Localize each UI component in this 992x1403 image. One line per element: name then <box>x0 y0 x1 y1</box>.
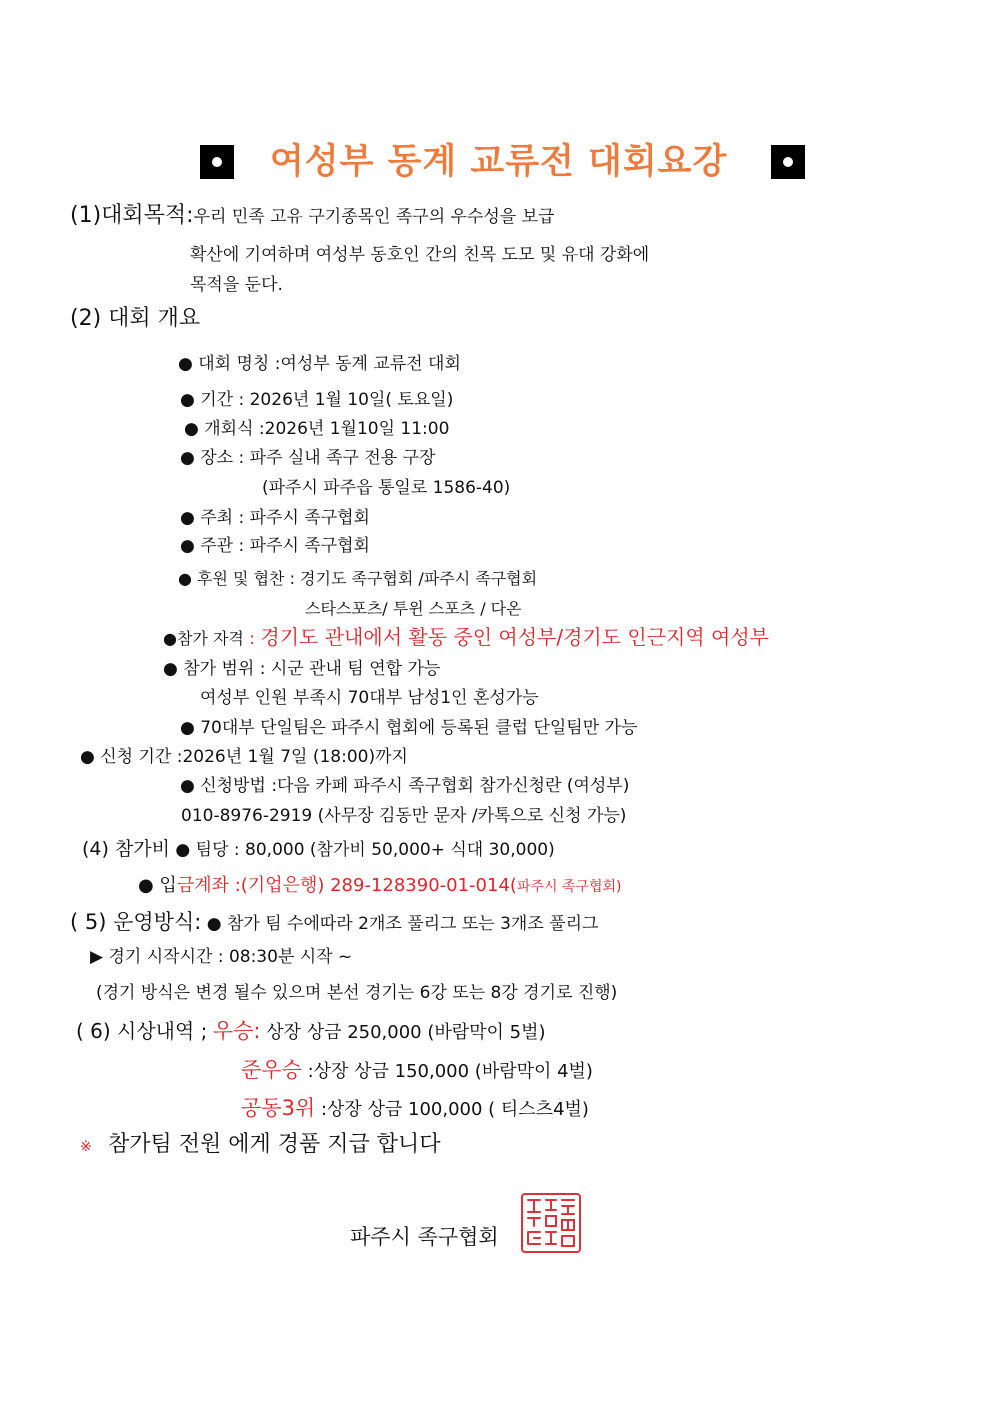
awards-line-1 <box>76 1019 546 1045</box>
overview-apply-phone: 010-8976-2919 (사무장 김동만 문자 /카톡으로 신청 가능) <box>181 806 627 826</box>
purpose-text-1: 우리 민족 고유 구기종목인 족구의 우수성을 보급 <box>193 207 555 227</box>
qualification-label: ●참가 자격 <box>163 629 244 648</box>
fee-line <box>82 837 555 862</box>
award-second-value: :상장 상금 150,000 (바람막이 4벌) <box>301 1061 593 1082</box>
overview-address: (파주시 파주읍 통일로 1586-40) <box>262 478 511 498</box>
seal-stamp-icon <box>520 1192 582 1254</box>
purpose-text-3: 목적을 둔다. <box>190 275 283 295</box>
awards-line-2 <box>241 1058 593 1084</box>
overview-opening: ● 개회식 :2026년 1월10일 11:00 <box>184 419 450 439</box>
overview-single-team: ● 70대부 단일팀은 파주시 협회에 등록된 클럽 단일팀만 가능 <box>180 718 638 738</box>
operation-start: ▶ 경기 시작시간 : 08:30분 시작 ~ <box>90 947 353 967</box>
overview-period: ● 기간 : 2026년 1월 10일( 토요일) <box>180 390 454 410</box>
overview-sponsor-2: 스타스포츠/ 투윈 스포츠 / 다온 <box>305 599 522 618</box>
operation-line <box>70 910 598 936</box>
operation-note: (경기 방식은 변경 될수 있으며 본선 경기는 6강 또는 8강 경기로 진행) <box>96 983 618 1003</box>
overview-range-2: 여성부 인원 부족시 70대부 남성1인 혼성가능 <box>200 688 539 708</box>
award-third-label: 공동3위 <box>241 1096 316 1120</box>
section-fee-label: (4) 참가비 <box>82 838 171 860</box>
gift-notice <box>80 1133 440 1159</box>
operation-desc: ● 참가 팀 수에따라 2개조 풀리그 또는 3개조 풀리그 <box>201 914 599 934</box>
section-operation-label: ( 5) 운영방식: <box>70 910 202 934</box>
overview-qualification <box>163 625 769 651</box>
gift-text: 참가팀 전원 에게 경품 지급 합니다 <box>107 1132 441 1157</box>
award-first-value: 상장 상금 250,000 (바람막이 5벌) <box>260 1022 546 1043</box>
purpose-text-2: 확산에 기여하며 여성부 동호인 간의 친목 도모 및 유대 강화에 <box>190 245 650 265</box>
awards-line-3 <box>241 1096 589 1122</box>
square-bullet-icon <box>771 145 805 179</box>
square-bullet-icon <box>200 145 234 179</box>
fee-team: ● 팀당 : 80,000 (참가비 50,000+ 식대 30,000) <box>170 840 555 860</box>
award-second-label: 준우승 <box>241 1058 302 1082</box>
award-third-value: :상장 상금 100,000 ( 티스츠4벌) <box>315 1099 589 1120</box>
purpose-line <box>70 204 554 229</box>
overview-sponsor: ● 후원 및 협찬 : 경기도 족구협회 /파주시 족구협회 <box>178 569 538 588</box>
overview-name: ● 대회 명칭 :여성부 동계 교류전 대회 <box>178 354 461 374</box>
qualification-value: 경기도 관내에서 활동 중인 여성부/경기도 인근지역 여성부 <box>260 625 769 649</box>
overview-apply-period: ● 신청 기간 :2026년 1월 7일 (18:00)까지 <box>80 747 408 767</box>
section-purpose-label: (1)대회목적: <box>70 203 194 228</box>
reference-mark-icon: ※ <box>80 1139 92 1155</box>
range-value: : 시군 관내 팀 연합 가능 <box>254 659 441 679</box>
overview-organizer: ● 주관 : 파주시 족구협회 <box>180 536 370 556</box>
account-holder: 파주시 족구협회) <box>516 879 622 895</box>
qualification-colon: : <box>243 629 261 649</box>
footer-org: 파주시 족구협회 <box>350 1225 499 1249</box>
overview-venue: ● 장소 : 파주 실내 족구 전용 구장 <box>180 448 436 468</box>
account-number: 금계좌 :(기업은행) 289-128390-01-014( <box>176 875 517 896</box>
fee-account <box>138 874 622 899</box>
overview-range <box>163 657 440 681</box>
range-label: ● 참가 범위 <box>163 659 255 679</box>
overview-apply-method: ● 신청방법 :다음 카페 파주시 족구협회 참가신청란 (여성부) <box>180 776 630 796</box>
section-awards-label: ( 6) 시상내역 ; <box>76 1019 208 1043</box>
award-first-label: 우승: <box>212 1019 261 1043</box>
page-title: 여성부 동계 교류전 대회요강 <box>270 142 728 182</box>
section-overview-label: (2) 대회 개요 <box>70 306 201 331</box>
overview-host: ● 주최 : 파주시 족구협회 <box>180 508 370 528</box>
account-prefix: ● 입 <box>138 875 177 896</box>
